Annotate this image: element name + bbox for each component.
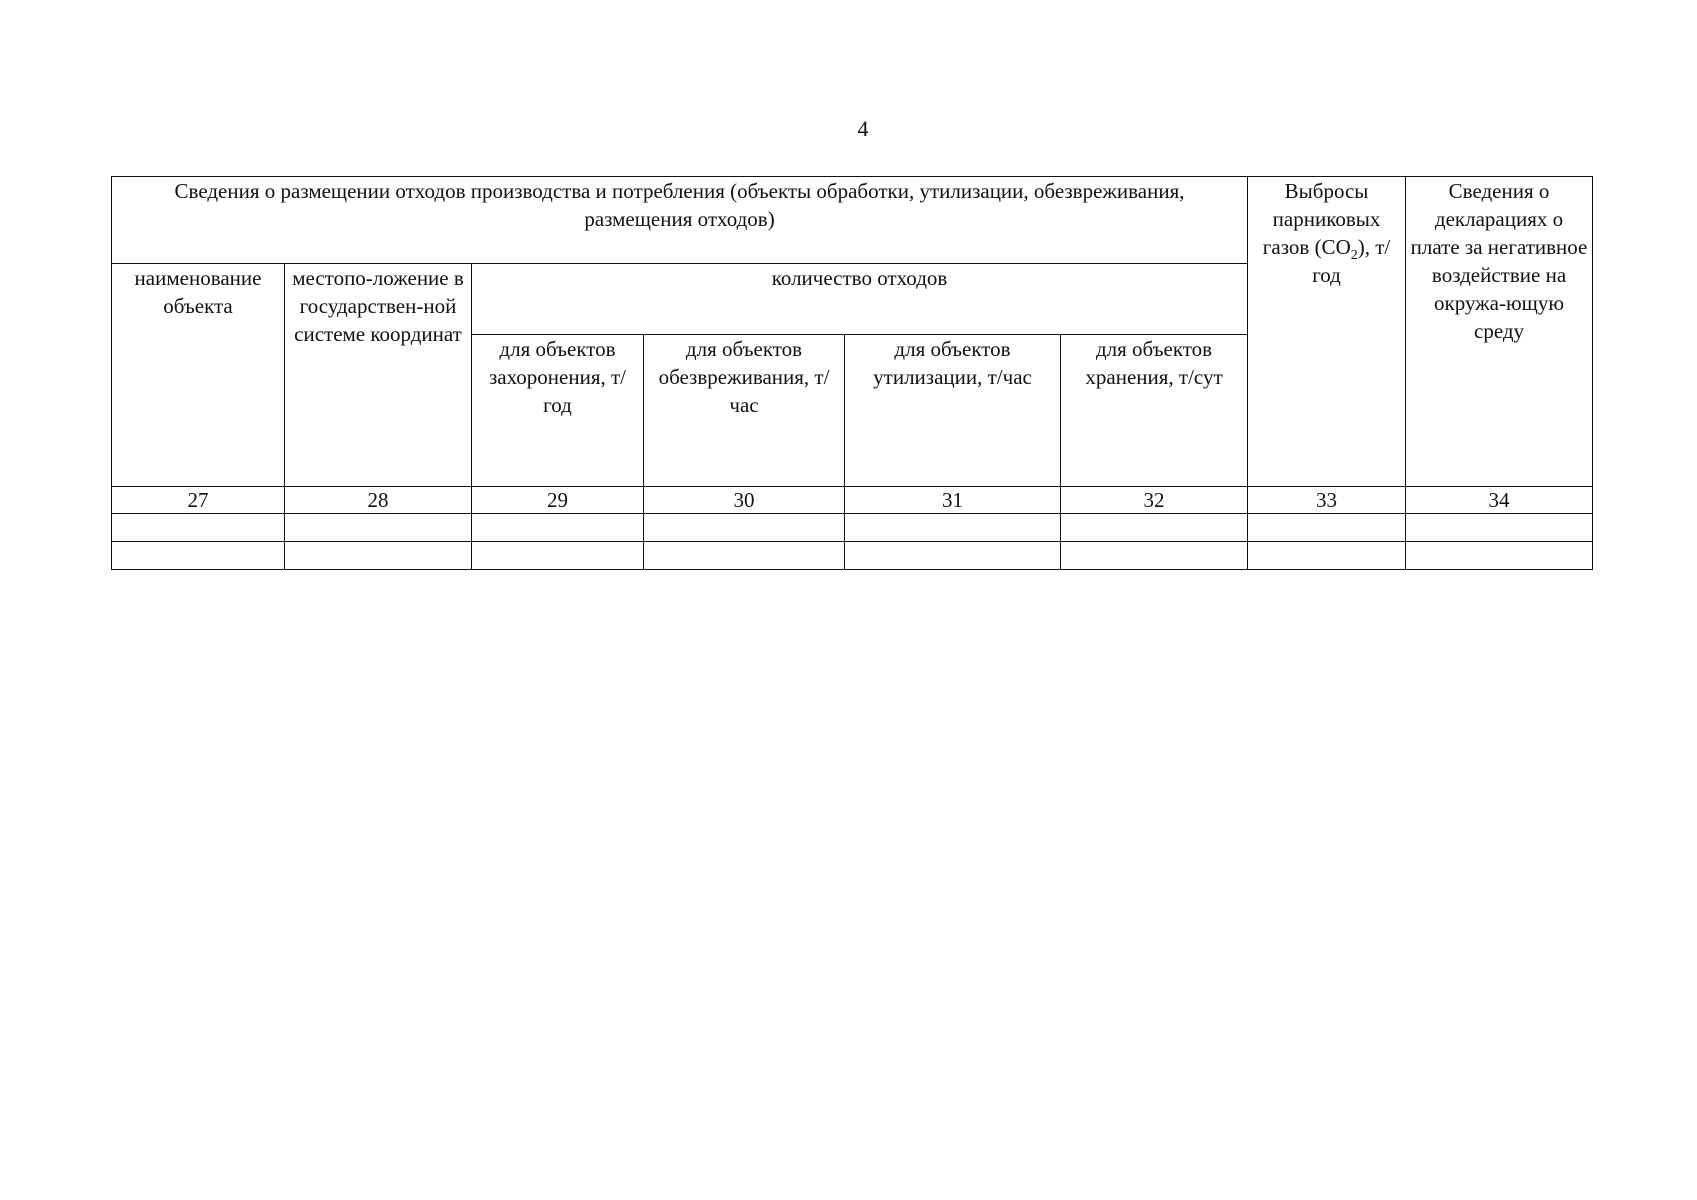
- table-cell[interactable]: [285, 542, 472, 570]
- header-storage-text: для объектов хранения, т/сут: [1085, 337, 1223, 389]
- greenhouse-suffix: ), т/год: [1312, 235, 1391, 287]
- waste-placement-table: [111, 176, 1593, 570]
- header-storage: [1061, 335, 1248, 487]
- header-object-name-text: наименование объекта: [134, 266, 262, 318]
- greenhouse-prefix: Выбросы парниковых газов (CO: [1262, 179, 1381, 259]
- table-cell[interactable]: [472, 542, 644, 570]
- header-burial: [472, 335, 644, 487]
- column-number-row: [112, 487, 1593, 514]
- table-cell[interactable]: [1406, 514, 1593, 542]
- header-waste-placement-text: Сведения о размещении отходов производства и потребления (объекты обработки, утилизации, обезвреживания, размещения отходов): [174, 179, 1185, 231]
- table-cell[interactable]: [1406, 542, 1593, 570]
- column-number: 32: [1061, 487, 1248, 514]
- page-number: 4: [857, 116, 869, 141]
- header-declarations-text: Сведения о декларациях о плате за негативное воздействие на окружа-ющую среду: [1410, 179, 1588, 343]
- table-cell[interactable]: [112, 514, 285, 542]
- column-number: 31: [845, 487, 1061, 514]
- header-object-name: [112, 264, 285, 487]
- table-cell[interactable]: [1061, 514, 1248, 542]
- column-number: 30: [644, 487, 845, 514]
- header-location: [285, 264, 472, 487]
- table-cell[interactable]: [644, 514, 845, 542]
- table-cell[interactable]: [845, 542, 1061, 570]
- header-waste-quantity-text: количество отходов: [771, 266, 948, 290]
- table-cell[interactable]: [845, 514, 1061, 542]
- table-cell[interactable]: [644, 542, 845, 570]
- header-utilization: [845, 335, 1061, 487]
- table-cell[interactable]: [1248, 542, 1406, 570]
- header-neutralization-text: для объектов обезвреживания, т/час: [658, 337, 830, 417]
- table-row: [112, 542, 1593, 570]
- column-number: 33: [1248, 487, 1406, 514]
- table-cell[interactable]: [285, 514, 472, 542]
- column-number: 27: [112, 487, 285, 514]
- header-declarations: [1406, 177, 1593, 487]
- header-greenhouse-emissions: [1248, 177, 1406, 487]
- header-burial-text: для объектов захоронения, т/год: [488, 337, 627, 417]
- header-waste-placement: [112, 177, 1248, 264]
- column-number: 29: [472, 487, 644, 514]
- header-row-1: [112, 177, 1593, 264]
- table-cell[interactable]: [1061, 542, 1248, 570]
- header-utilization-text: для объектов утилизации, т/час: [873, 337, 1032, 389]
- table-cell[interactable]: [112, 542, 285, 570]
- header-greenhouse-emissions-text: [1252, 177, 1401, 289]
- header-location-text: местопо-ложение в государствен-ной системе координат: [292, 266, 464, 346]
- table-cell[interactable]: [1248, 514, 1406, 542]
- header-waste-quantity: [472, 264, 1248, 335]
- table-cell[interactable]: [472, 514, 644, 542]
- greenhouse-subscript: 2: [1350, 248, 1358, 264]
- column-number: 34: [1406, 487, 1593, 514]
- column-number: 28: [285, 487, 472, 514]
- header-neutralization: [644, 335, 845, 487]
- table-row: [112, 514, 1593, 542]
